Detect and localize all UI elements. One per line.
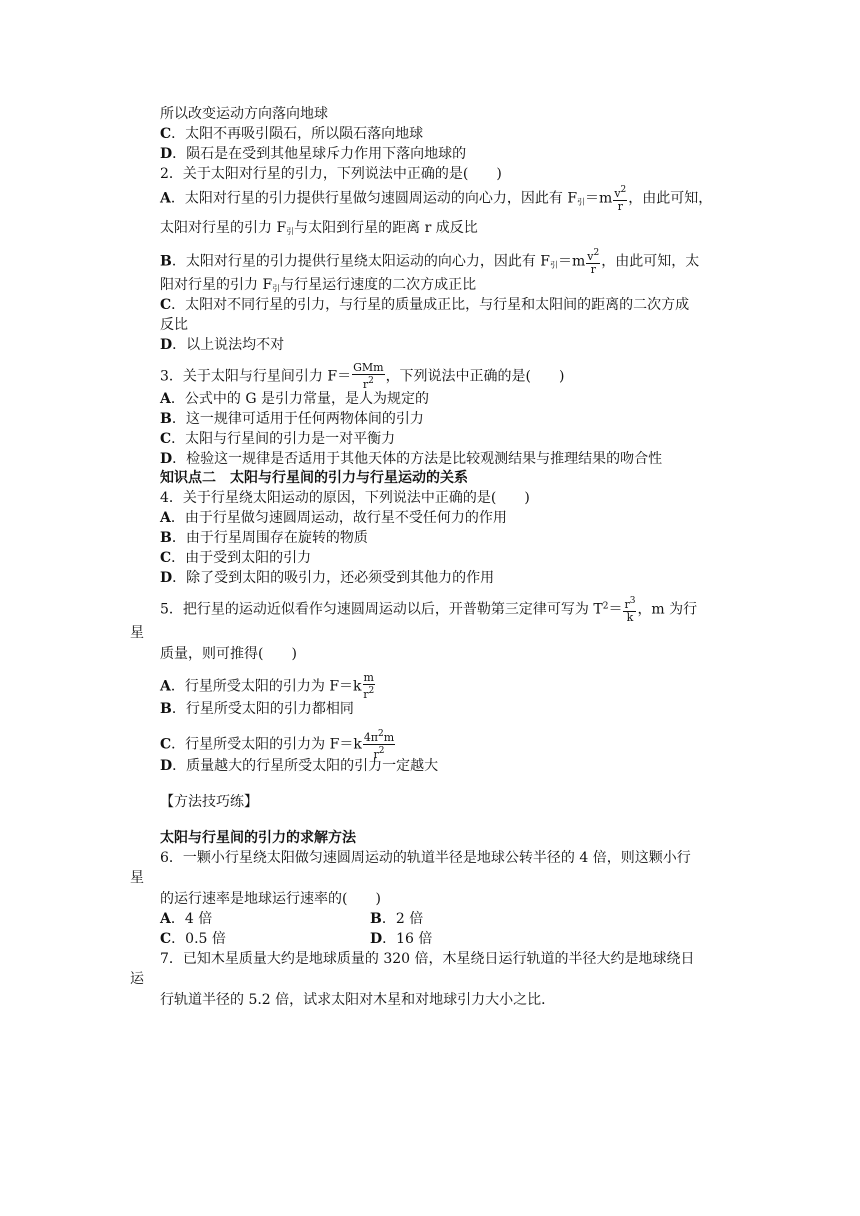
question-7: 7．已知木星质量大约是地球质量的 320 倍，木星绕日运行轨道的半径大约是地球绕日	[160, 951, 695, 967]
option-text-tail: ，由此可知，	[628, 190, 713, 207]
q6-option-b: B．2 倍	[370, 911, 424, 927]
question-6-wrap: 星	[130, 870, 144, 886]
q1-option-c	[160, 125, 423, 143]
option-letter: B	[160, 253, 172, 270]
q5-option-c: C．行星所受太阳的引力为 F＝k $\frac{4\pi^2m}{r^2}$	[160, 729, 395, 761]
option-letter: A	[160, 190, 171, 207]
q5-option-a: A．行星所受太阳的引力为 F＝k $\frac{m}{r^2}$	[160, 671, 375, 701]
question-4: 4．关于行星绕太阳运动的原因，下列说法中正确的是( )	[160, 490, 530, 506]
fraction-v2-over-r: $\frac{v^2}{r}$	[587, 248, 600, 276]
q3-option-c: C．太阳与行星间的引力是一对平衡力	[160, 431, 396, 447]
option-text: ．太阳不再吸引陨石，所以陨石落向地球	[171, 126, 424, 142]
q4-option-b: B．由于行星周围存在旋转的物质	[160, 530, 368, 546]
question-5: 5．把行星的运动近似看作匀速圆周运动以后，开普勒第三定律可写为 $T^2=$ $\frac{r^3}{k}$ ，m 为行	[160, 596, 698, 624]
question-2: 2．关于太阳对行星的引力，下列说法中正确的是( )	[160, 166, 502, 182]
q6-option-c: C．0.5 倍	[160, 931, 226, 947]
fraction-r3-over-k: $\frac{r^3}{k}$	[624, 596, 636, 624]
q2-option-b-line2: 阳对行星的引力 $F_引$与行星运行速度的二次方成正比	[160, 277, 477, 293]
option-letter: C	[160, 126, 172, 142]
q6-option-a: A．4 倍	[160, 911, 213, 927]
q2-option-b: B．太阳对行星的引力提供行星绕太阳运动的向心力，因此有 $F_引=m$ $\frac{v^2}{r}$ ，由此可知，太	[160, 248, 700, 276]
q3-option-d: D．检验这一规律是否适用于其他天体的方法是比较观测结果与推理结果的吻合性	[160, 451, 663, 467]
q4-option-a: A．由于行星做匀速圆周运动，故行星不受任何力的作用	[160, 510, 507, 526]
q3-option-a: A．公式中的 G 是引力常量，是人为规定的	[160, 391, 429, 407]
q5-option-d: D．质量越大的行星所受太阳的引力一定越大	[160, 758, 439, 774]
question-6-line2: 的运行速率是地球运行速率的( )	[160, 891, 381, 907]
option-text: ．太阳对行星的引力提供行星绕太阳运动的向心力，因此有 F	[171, 253, 551, 270]
question-7-wrap: 运	[130, 971, 144, 987]
fraction-GMm-over-r2: $\frac{\text{GMm}}{r^2}$	[353, 361, 384, 391]
q2-option-a-line2: 太阳对行星的引力 $F_引$与太阳到行星的距离 r 成反比	[160, 220, 478, 236]
option-text: ．陨石是在受到其他星球斥力作用下落向地球的	[172, 146, 467, 162]
q3-option-b: B．这一规律可适用于任何两物体间的引力	[160, 411, 424, 427]
section-heading-knowledge-point-2: 知识点二 太阳与行星间的引力与行星运动的关系	[160, 470, 468, 486]
q1-option-b-continuation: 所以改变运动方向落向地球	[160, 106, 328, 122]
q2-option-c: C．太阳对不同行星的引力，与行星的质量成正比，与行星和太阳间的距离的二次方成	[160, 297, 690, 313]
question-5-line2: 质量，则可推得( )	[160, 646, 297, 662]
fraction-m-over-r2: $\frac{m}{r^2}$	[363, 671, 375, 701]
q2-option-c-line2: 反比	[160, 317, 188, 333]
question-3: 3．关于太阳与行星间引力 F＝ $\frac{\text{GMm}}{r^2}$ ，下列说法中正确的是( )	[160, 361, 565, 391]
option-letter: D	[160, 146, 173, 162]
q1-option-d	[160, 145, 466, 163]
question-5-wrap: 星	[130, 625, 144, 641]
option-text: ．太阳对行星的引力提供行星做匀速圆周运动的向心力，因此有 F	[170, 190, 578, 207]
q5-option-b: B．行星所受太阳的引力都相同	[160, 701, 354, 717]
section-method-skills: 【方法技巧练】	[160, 794, 258, 810]
equals-m: ＝m	[585, 190, 613, 207]
subscript-yin: 引	[577, 197, 586, 207]
q4-option-d: D．除了受到太阳的吸引力，还必须受到其他力的作用	[160, 570, 495, 586]
q6-option-d: D．16 倍	[370, 931, 433, 947]
q2-option-a	[160, 184, 712, 213]
question-6: 6．一颗小行星绕太阳做匀速圆周运动的轨道半径是地球公转半径的 4 倍，则这颗小行	[160, 850, 691, 866]
fraction-4pi2m-over-r2: $\frac{4\pi^2m}{r^2}$	[363, 729, 395, 761]
q4-option-c: C．由于受到太阳的引力	[160, 550, 312, 566]
question-7-line2: 行轨道半径的 5.2 倍，试求太阳对木星和对地球引力大小之比．	[160, 992, 556, 1008]
fraction-v2-over-r: $\frac{v^2}{r}$	[614, 185, 627, 213]
q2-option-d: D．以上说法均不对	[160, 337, 285, 353]
section-heading-method: 太阳与行星间的引力的求解方法	[160, 830, 356, 846]
